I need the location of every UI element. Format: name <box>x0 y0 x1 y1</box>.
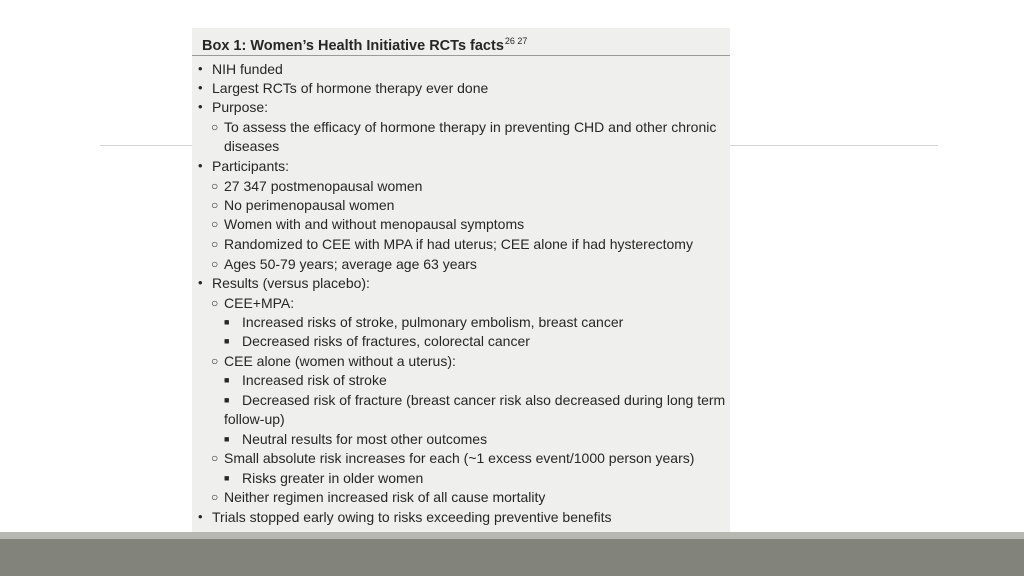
list-item <box>192 176 730 196</box>
list-item <box>192 97 730 117</box>
square-marker-icon: ■ <box>224 473 230 483</box>
list-item-text: Decreased risks of fractures, colorectal cancer <box>242 333 530 349</box>
list-item-text: Participants: <box>212 158 290 174</box>
circle-marker-icon: ○ <box>211 354 219 368</box>
list-item-text: Increased risks of stroke, pulmonary embolism, breast cancer <box>242 314 624 330</box>
square-marker-icon: ■ <box>224 434 230 444</box>
fact-box <box>192 28 730 534</box>
circle-marker-icon: ○ <box>211 490 219 504</box>
list-item <box>192 390 730 410</box>
list-item <box>192 254 730 274</box>
circle-marker-icon: ○ <box>211 451 219 465</box>
list-item <box>192 59 730 79</box>
list-item <box>192 214 730 234</box>
list-item-text: follow-up) <box>224 411 285 427</box>
list-item-text: Purpose: <box>212 99 269 115</box>
list-item <box>192 351 730 371</box>
box-title-references: 26 27 <box>504 36 528 46</box>
list-item <box>192 156 730 176</box>
bullet-marker-icon: • <box>198 509 203 524</box>
list-item-text: Neutral results for most other outcomes <box>242 431 488 447</box>
list-item-text: Increased risk of stroke <box>242 372 387 388</box>
list-item <box>192 331 730 351</box>
list-item <box>192 487 730 507</box>
list-item-text: Decreased risk of fracture (breast cancer risk also decreased during long term <box>242 392 726 408</box>
square-marker-icon: ■ <box>224 336 230 346</box>
footer-bar <box>0 539 1024 576</box>
square-marker-icon: ■ <box>224 317 230 327</box>
list-item <box>192 507 730 527</box>
square-marker-icon: ■ <box>224 375 230 385</box>
box-title-divider <box>192 55 730 56</box>
list-item-text: Ages 50-79 years; average age 63 years <box>224 256 477 272</box>
list-item <box>192 429 730 449</box>
list-item-text: Randomized to CEE with MPA if had uterus; CEE alone if had hysterectomy <box>224 236 693 252</box>
circle-marker-icon: ○ <box>211 237 219 251</box>
box-title-text: Box 1: Women’s Health Initiative RCTs facts <box>202 38 504 54</box>
square-marker-icon: ■ <box>224 395 230 405</box>
circle-marker-icon: ○ <box>211 120 219 134</box>
list-item-text: diseases <box>224 138 280 154</box>
list-item-text: Neither regimen increased risk of all cause mortality <box>224 489 546 505</box>
list-item-text: NIH funded <box>212 61 283 77</box>
circle-marker-icon: ○ <box>211 179 219 193</box>
list-item <box>192 273 730 293</box>
list-item-text: Largest RCTs of hormone therapy ever done <box>212 80 489 96</box>
list-item-text: No perimenopausal women <box>224 197 395 213</box>
list-item-text: Results (versus placebo): <box>212 275 370 291</box>
circle-marker-icon: ○ <box>211 198 219 212</box>
list-item-text: To assess the efficacy of hormone therapy in preventing CHD and other chronic <box>224 119 717 135</box>
bullet-marker-icon: • <box>198 275 203 290</box>
bullet-marker-icon: • <box>198 99 203 114</box>
list-item-text: CEE+MPA: <box>224 295 295 311</box>
list-item <box>192 409 730 429</box>
list-item <box>192 293 730 313</box>
list-item-text: Trials stopped early owing to risks exceeding preventive benefits <box>212 509 612 525</box>
list-item-text: Women with and without menopausal symptoms <box>224 216 525 232</box>
list-item <box>192 117 730 137</box>
footer-accent-strip <box>0 532 1024 539</box>
list-item <box>192 136 730 156</box>
bullet-marker-icon: • <box>198 80 203 95</box>
list-item <box>192 312 730 332</box>
list-item-text: Risks greater in older women <box>242 470 424 486</box>
list-item-text: 27 347 postmenopausal women <box>224 178 423 194</box>
list-item <box>192 78 730 98</box>
list-item <box>192 234 730 254</box>
bullet-marker-icon: • <box>198 61 203 76</box>
list-item-text: Small absolute risk increases for each (~1 excess event/1000 person years) <box>224 450 695 466</box>
circle-marker-icon: ○ <box>211 217 219 231</box>
box-title <box>202 36 527 54</box>
circle-marker-icon: ○ <box>211 257 219 271</box>
list-item <box>192 448 730 468</box>
circle-marker-icon: ○ <box>211 296 219 310</box>
bullet-marker-icon: • <box>198 158 203 173</box>
list-item <box>192 195 730 215</box>
list-item-text: CEE alone (women without a uterus): <box>224 353 456 369</box>
list-item <box>192 370 730 390</box>
list-item <box>192 468 730 488</box>
